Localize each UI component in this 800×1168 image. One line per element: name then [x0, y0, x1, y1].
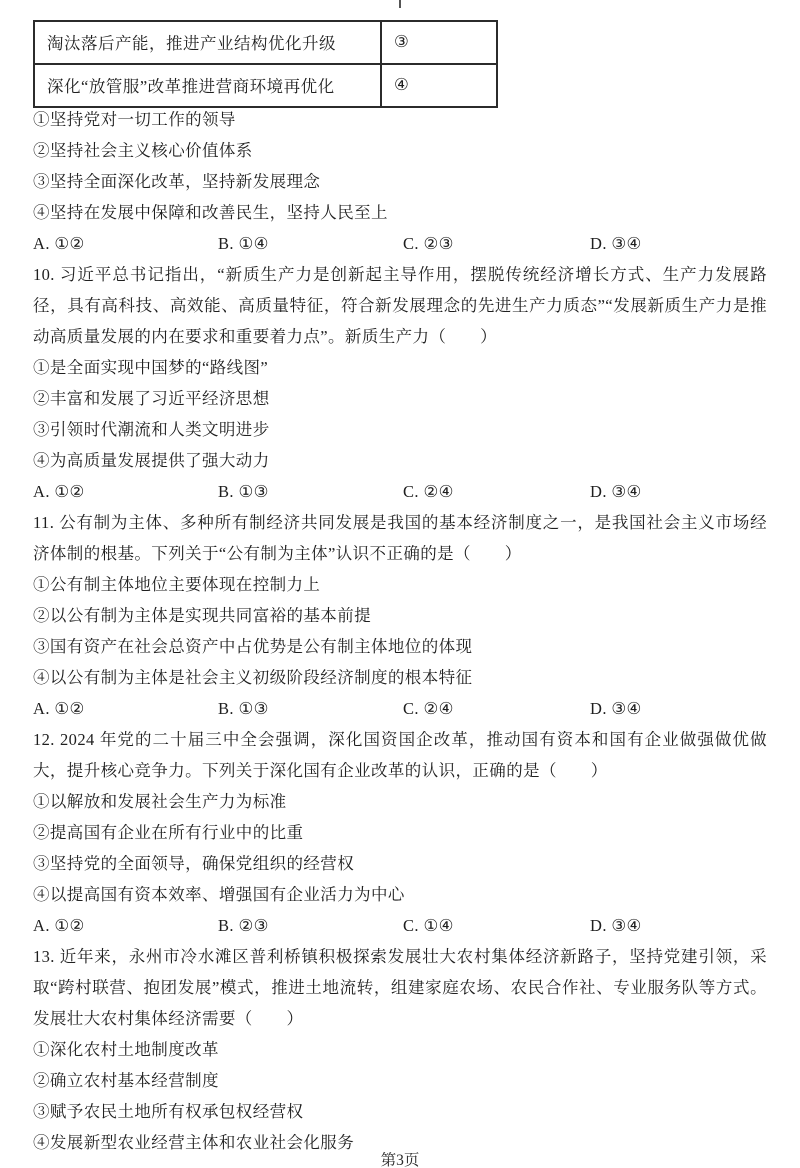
q9-option-1: ①坚持党对一切工作的领导 [33, 110, 236, 129]
q10-answer-row [33, 476, 767, 507]
q11-answer-row [33, 693, 767, 724]
q12-option-3: ③坚持党的全面领导，确保党组织的经营权 [33, 854, 355, 873]
table-cell-mark-1: ③ [381, 21, 497, 64]
q13-stem: 13. 近年来，永州市冷水滩区普利桥镇积极探索发展壮大农村集体经济新路子，坚持党建引领，采取“跨村联营、抱团发展”模式，推进土地流转，组建家庭农场、农民合作社、专业服务队等方式。发展壮大农村集体经济需要（ ） [33, 947, 767, 1028]
q10-option-3: ③引领时代潮流和人类文明进步 [33, 420, 270, 439]
q11-stem: 11. 公有制为主体、多种所有制经济共同发展是我国的基本经济制度之一，是我国社会主义市场经济体制的根基。下列关于“公有制为主体”认识不正确的是（ ） [33, 513, 767, 563]
q10-option-4: ④为高质量发展提供了强大动力 [33, 451, 270, 470]
q12-answer-b: B. ②③ [218, 916, 269, 935]
page-number: 第3页 [380, 1152, 420, 1168]
q10-answer-c: C. ②④ [403, 482, 454, 501]
q12-answer-d: D. ③④ [590, 916, 642, 935]
q10-stem: 10. 习近平总书记指出，“新质生产力是创新起主导作用，摆脱传统经济增长方式、生产力发展路径，具有高科技、高效能、高质量特征，符合新发展理念的先进生产力质态”“发展新质生产力是推动高质量发展的内在要求和重要着力点”。新质生产力（ ） [33, 265, 767, 346]
q13-option-1: ①深化农村土地制度改革 [33, 1040, 219, 1059]
q10-answer-a: A. ①② [33, 482, 85, 501]
q11-option-3: ③国有资产在社会总资产中占优势是公有制主体地位的体现 [33, 637, 473, 656]
q9-option-2: ②坚持社会主义核心价值体系 [33, 141, 253, 160]
q9-answer-c: C. ②③ [403, 234, 454, 253]
q13-option-3: ③赋予农民土地所有权承包权经营权 [33, 1102, 304, 1121]
q9-answer-row [33, 228, 767, 259]
q9-answer-d: D. ③④ [590, 234, 642, 253]
q12-answer-row [33, 910, 767, 941]
q9-answer-b: B. ①④ [218, 234, 269, 253]
q13-option-4: ④发展新型农业经营主体和农业社会化服务 [33, 1133, 355, 1152]
q9-table [33, 20, 498, 108]
q11-answer-b: B. ①③ [218, 699, 269, 718]
q10-answer-d: D. ③④ [590, 482, 642, 501]
table-cell-measure-2: 深化“放管服”改革推进营商环境再优化 [34, 64, 381, 107]
page-top-artifact [399, 0, 401, 8]
q13-option-2: ②确立农村基本经营制度 [33, 1071, 219, 1090]
q10-option-2: ②丰富和发展了习近平经济思想 [33, 389, 270, 408]
q12-option-4: ④以提高国有资本效率、增强国有企业活力为中心 [33, 885, 405, 904]
table-row [34, 21, 497, 64]
q11-option-2: ②以公有制为主体是实现共同富裕的基本前提 [33, 606, 371, 625]
q10-option-1: ①是全面实现中国梦的“路线图” [33, 358, 269, 377]
q12-answer-a: A. ①② [33, 916, 85, 935]
table-row [34, 64, 497, 107]
q11-option-1: ①公有制主体地位主要体现在控制力上 [33, 575, 321, 594]
q11-answer-c: C. ②④ [403, 699, 454, 718]
q11-option-4: ④以公有制为主体是社会主义初级阶段经济制度的根本特征 [33, 668, 473, 687]
q11-answer-d: D. ③④ [590, 699, 642, 718]
q12-stem: 12. 2024 年党的二十届三中全会强调，深化国资国企改革，推动国有资本和国有企业做强做优做大，提升核心竞争力。下列关于深化国有企业改革的认识，正确的是（ ） [33, 730, 767, 780]
q12-option-1: ①以解放和发展社会生产力为标准 [33, 792, 287, 811]
q11-answer-a: A. ①② [33, 699, 85, 718]
q12-answer-c: C. ①④ [403, 916, 454, 935]
q9-option-4: ④坚持在发展中保障和改善民生，坚持人民至上 [33, 203, 388, 222]
question-flow [33, 104, 767, 1158]
table-cell-measure-1: 淘汰落后产能，推进产业结构优化升级 [34, 21, 381, 64]
q12-option-2: ②提高国有企业在所有行业中的比重 [33, 823, 304, 842]
q10-answer-b: B. ①③ [218, 482, 269, 501]
table-cell-mark-2: ④ [381, 64, 497, 107]
q9-option-3: ③坚持全面深化改革，坚持新发展理念 [33, 172, 321, 191]
q9-answer-a: A. ①② [33, 234, 85, 253]
